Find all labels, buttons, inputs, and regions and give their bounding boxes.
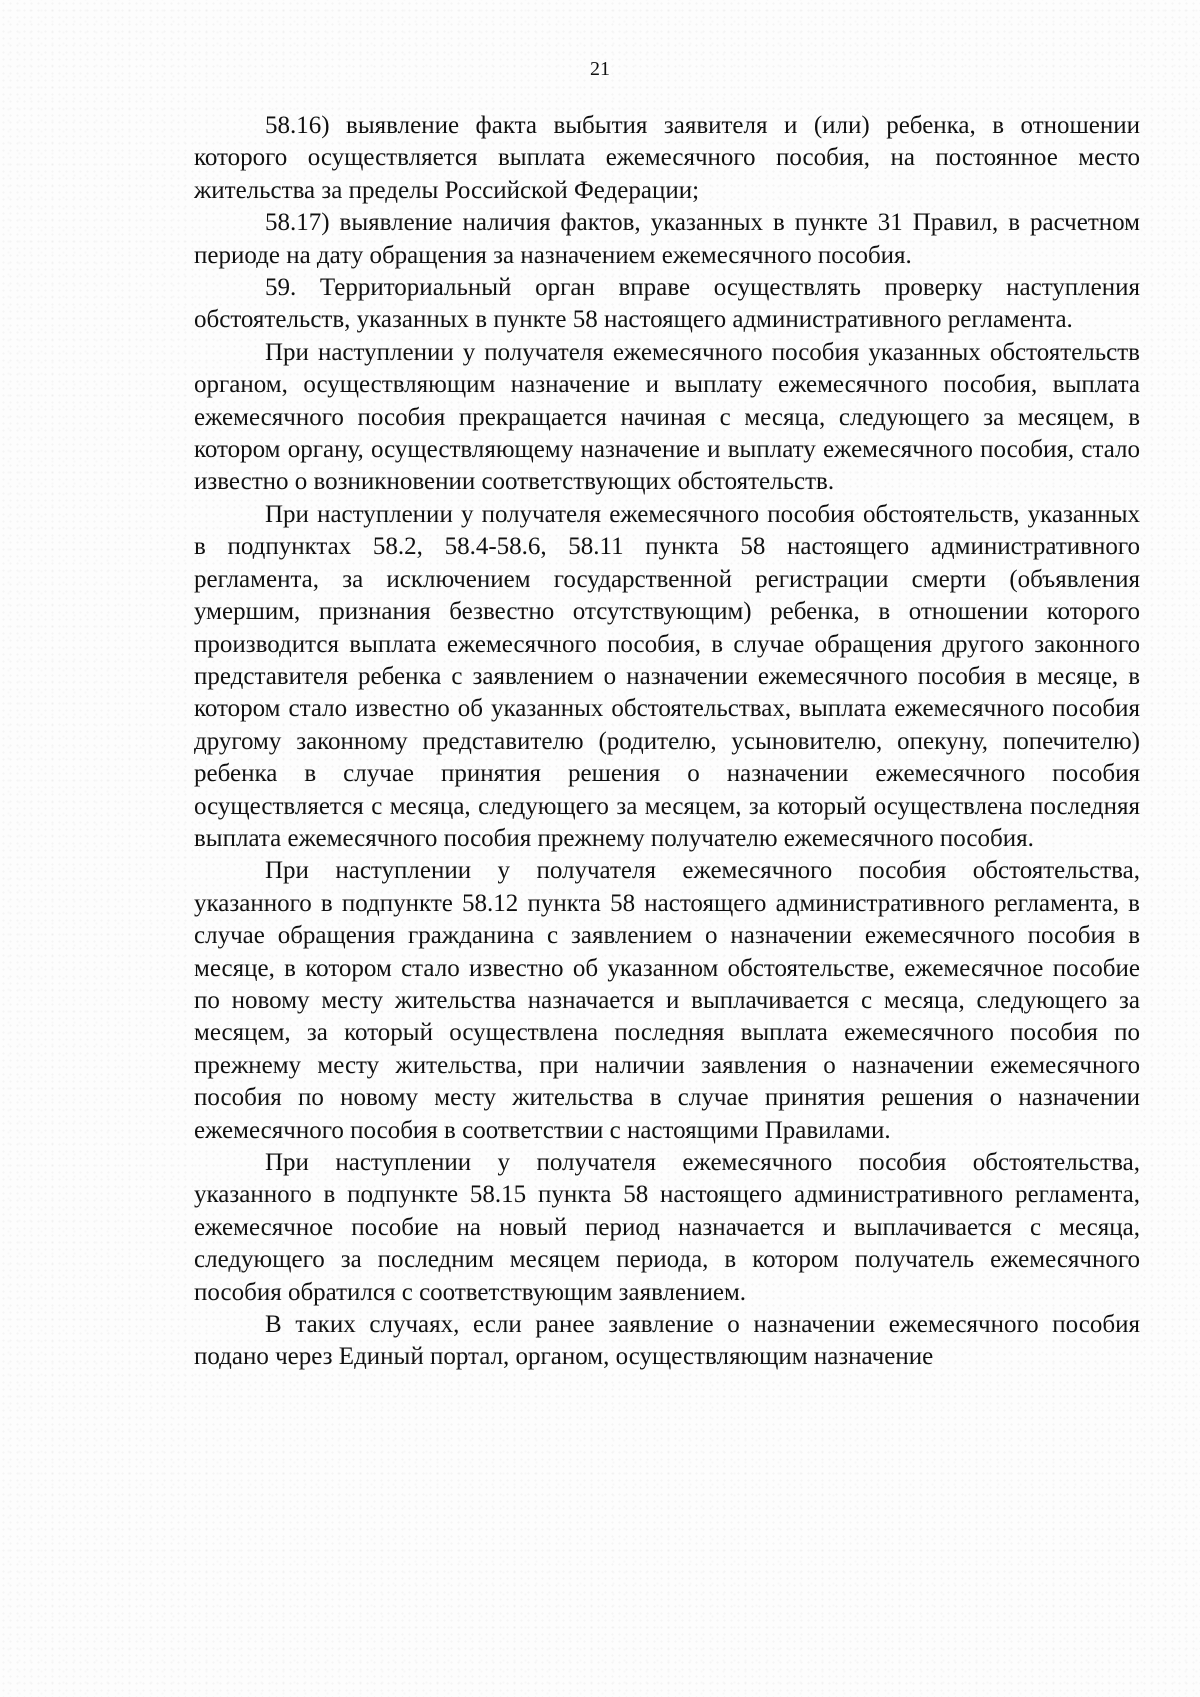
page-number: 21	[590, 58, 610, 80]
paragraph-58-16: 58.16) выявление факта выбытия заявителя и (или) ребенка, в отношении которого осуществляется выплата ежемесячного пособия, на постоянное место жительства за пределы Российской Федерации;	[194, 112, 1140, 204]
paragraph-new-residence: При наступлении у получателя ежемесячного пособия обстоятельства, указанного в подпункте 58.12 пункта 58 настоящего административного регламента, в случае обращения гражданина с заявлением о назначении ежемесячного пособия в месяце, в котором стало известно об указанном обстоятельстве, ежемесячное пособие по новому месту жительства назначается и выплачивается с месяца, следующего за месяцем, за который осуществлена последняя выплата ежемесячного пособия по прежнему месту жительства, при наличии заявления о назначении ежемесячного пособия по новому месту жительства в случае принятия решения о назначении ежемесячного пособия в соответствии с настоящими Правилами.	[194, 857, 1140, 1144]
paragraph-new-period: При наступлении у получателя ежемесячного пособия обстоятельства, указанного в подпункте 58.15 пункта 58 настоящего административного регламента, ежемесячное пособие на новый период назначается и выплачивается с месяца, следующего за последним месяцем периода, в котором получатель ежемесячного пособия обратился с соответствующим заявлением.	[194, 1149, 1140, 1306]
paragraph-59: 59. Территориальный орган вправе осуществлять проверку наступления обстоятельств, указанных в пункте 58 настоящего административного регламента.	[194, 274, 1140, 334]
paragraph-58-17: 58.17) выявление наличия фактов, указанных в пункте 31 Правил, в расчетном периоде на дату обращения за назначением ежемесячного пособия.	[194, 209, 1140, 269]
document-body	[194, 110, 1140, 1374]
paragraph-other-representative: При наступлении у получателя ежемесячного пособия обстоятельств, указанных в подпунктах 58.2, 58.4-58.6, 58.11 пункта 58 настоящего административного регламента, за исключением государственной регистрации смерти (объявления умершим, признания безвестно отсутствующим) ребенка, в отношении которого производится выплата ежемесячного пособия, в случае обращения другого законного представителя ребенка с заявлением о назначении ежемесячного пособия в месяце, в котором стало известно об указанных обстоятельствах, выплата ежемесячного пособия другому законному представителю (родителю, усыновителю, опекуну, попечителю) ребенка в случае принятия решения о назначении ежемесячного пособия осуществляется с месяца, следующего за месяцем, за который осуществлена последняя выплата ежемесячного пособия прежнему получателю ежемесячного пособия.	[194, 500, 1140, 852]
paragraph-single-portal: В таких случаях, если ранее заявление о назначении ежемесячного пособия подано через Единый портал, органом, осуществляющим назначение	[194, 1311, 1140, 1371]
paragraph-termination: При наступлении у получателя ежемесячного пособия указанных обстоятельств органом, осуществляющим назначение и выплату ежемесячного пособия, выплата ежемесячного пособия прекращается начиная с месяца, следующего за месяцем, в котором органу, осуществляющему назначение и выплату ежемесячного пособия, стало известно о возникновении соответствующих обстоятельств.	[194, 338, 1140, 496]
